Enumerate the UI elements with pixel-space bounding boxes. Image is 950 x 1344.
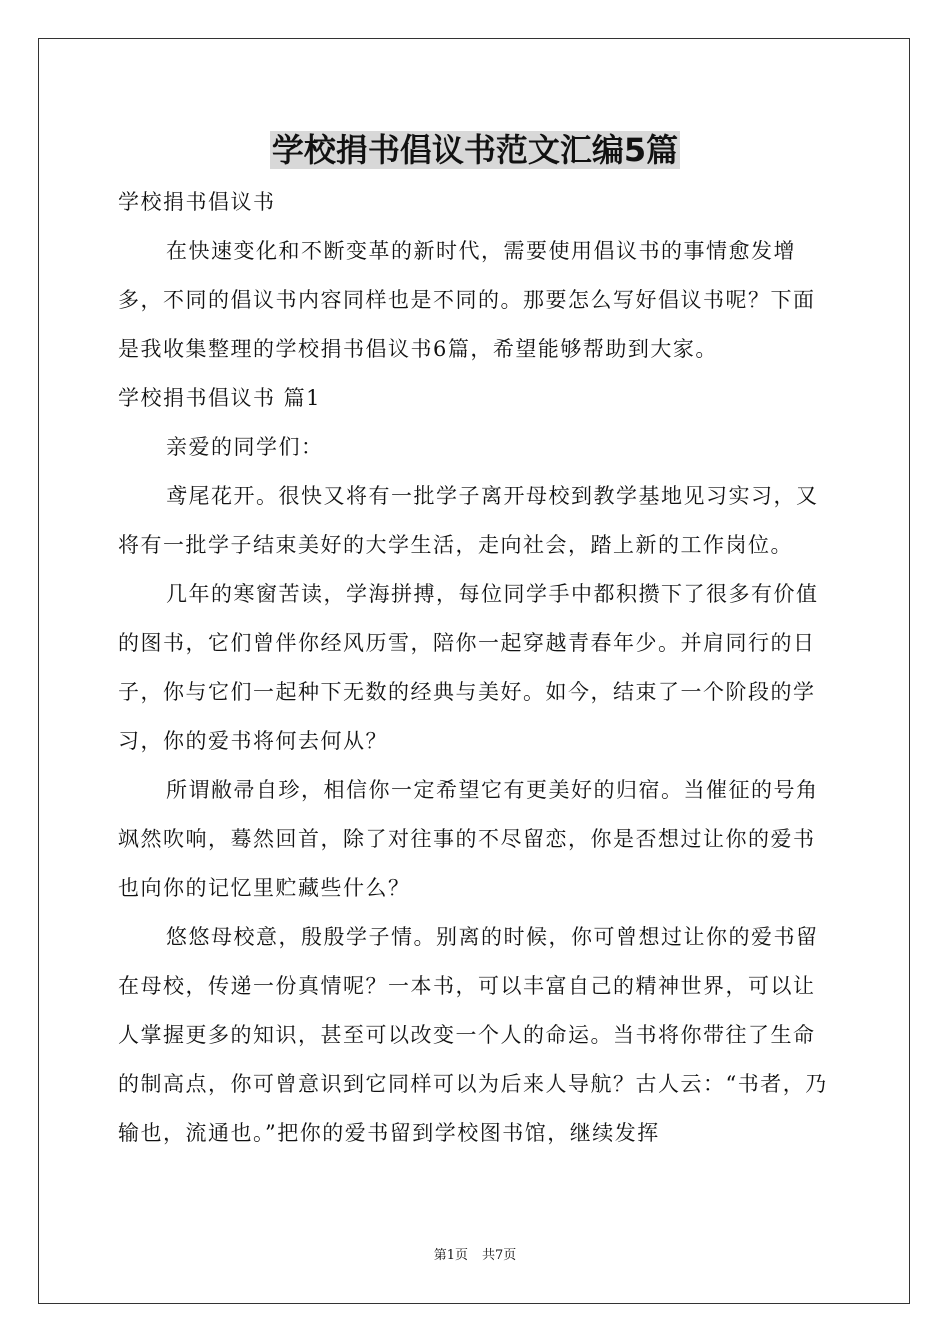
document-body: [118, 178, 834, 1158]
page-footer: [0, 1247, 950, 1265]
document-title: [0, 126, 950, 174]
paragraph: 所谓敝帚自珍，相信你一定希望它有更美好的归宿。当催征的号角飒然吹响，蓦然回首，除了对往事的不尽留恋，你是否想过让你的爱书也向你的记忆里贮藏些什么？: [118, 778, 819, 900]
paragraph: 在快速变化和不断变革的新时代，需要使用倡议书的事情愈发增多，不同的倡议书内容同样也是不同的。那要怎么写好倡议书呢？下面是我收集整理的学校捐书倡议书6篇，希望能够帮助到大家。: [118, 239, 816, 361]
page-number: 第1页: [433, 1248, 468, 1263]
section-heading: 学校捐书倡议书: [118, 190, 276, 214]
section-heading: 学校捐书倡议书 篇1: [118, 386, 322, 410]
paragraph: 鸢尾花开。很快又将有一批学子离开母校到教学基地见习实习，又将有一批学子结束美好的大学生活，走向社会，踏上新的工作岗位。: [118, 484, 819, 557]
paragraph: 悠悠母校意，殷殷学子情。别离的时候，你可曾想过让你的爱书留在母校，传递一份真情呢？一本书，可以丰富自己的精神世界，可以让人掌握更多的知识，甚至可以改变一个人的命运。当书将你带往了生命的制高点，你可曾意识到它同样可以为后来人导航？古人云：“书者，乃输也，流通也。”把你的爱书留到学校图书馆，继续发挥: [118, 925, 828, 1145]
salutation: 亲爱的同学们：: [166, 435, 324, 459]
paragraph: 几年的寒窗苦读，学海拼搏，每位同学手中都积攒下了很多有价值的图书，它们曾伴你经风历雪，陪你一起穿越青春年少。并肩同行的日子，你与它们一起种下无数的经典与美好。如今，结束了一个阶段的学习，你的爱书将何去何从？: [118, 582, 819, 753]
page-total: 共7页: [482, 1248, 517, 1263]
document-title-text: 学校捐书倡议书范文汇编5篇: [271, 131, 679, 169]
